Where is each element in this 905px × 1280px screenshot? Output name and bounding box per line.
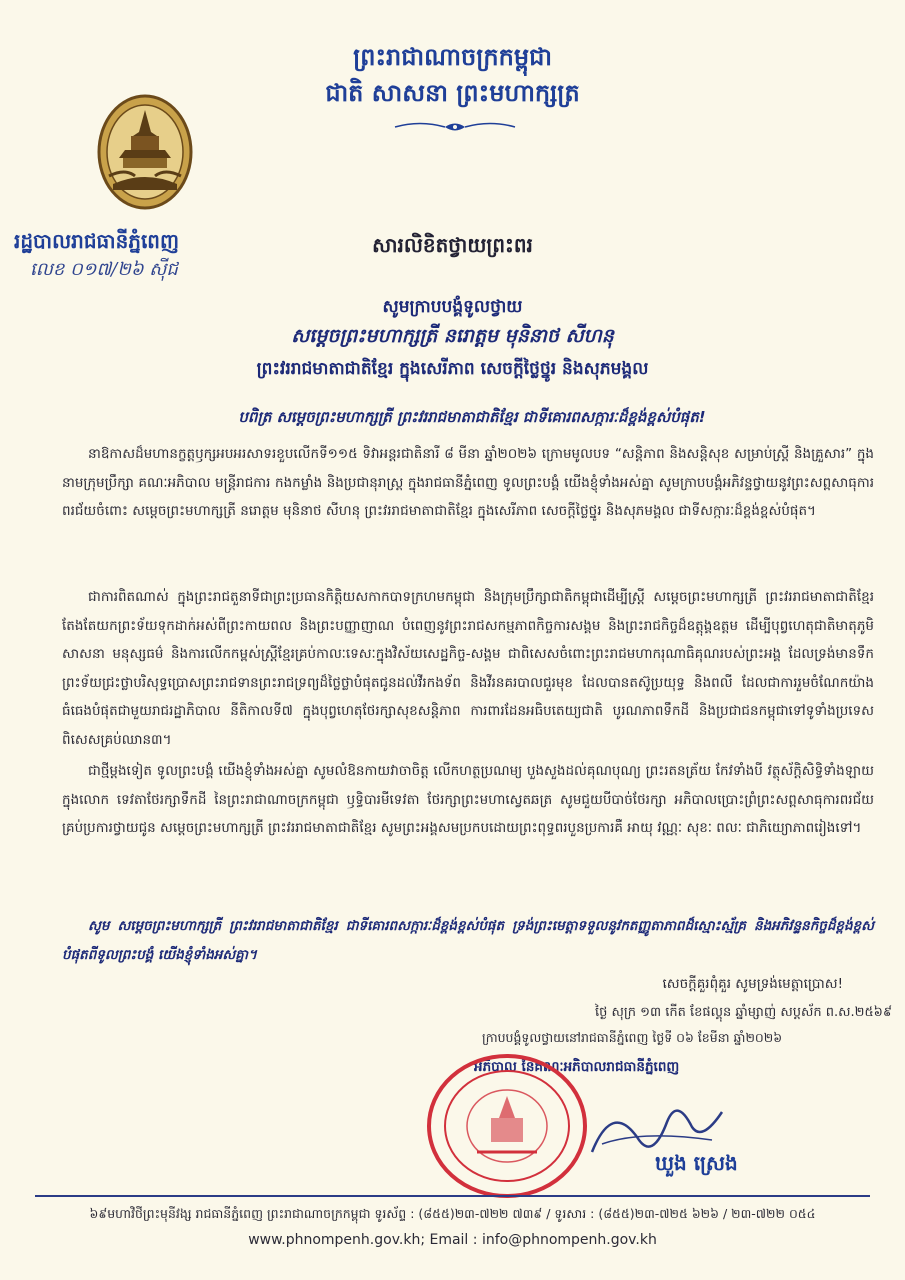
body-paragraph-3: ជាថ្មីម្តងទៀត ទូលព្រះបង្គំ យើងខ្ញុំទាំងអស់គ្នា សូមលំឱនកាយវាចាចិត្ត លើកហត្ថប្រណម្យ បួងសួងដល់គុណបុណ្យ ព្រះរតនត្រ័យ កែវទាំងបី វត្ថុស័ក្តិសិទ្ធិទាំងឡាយក្នុងលោក ទេវតាថែរក្សាទឹកដី នៃព្រះរាជាណាចក្រកម្ពុជា ឫទ្ធិបារមីទេវតា ថែរក្សាព្រះមហាស្វេតឆត្រ សូមជួយបីបាច់ថែរក្សា អភិបាលប្រោះព្រំព្រះសព្ពសាធុការពរជ័យគ្រប់ប្រការថ្វាយជូន សម្តេចព្រះមហាក្សត្រី ព្រះវររាជមាតាជាតិខ្មែរ សូមព្រះអង្គសមប្រកបដោយព្រះពុទ្ធពរបួនប្រការគឺ អាយុ វណ្ណៈ សុខៈ ពលៈ ជាភិយ្យោភាពរៀងទៅ។ bbox=[62, 763, 874, 836]
document-title: សារលិខិតថ្វាយព្រះពរ bbox=[372, 233, 533, 257]
body-paragraph-2: ជាការពិតណាស់ ក្នុងព្រះរាជតួនាទីជាព្រះប្រធានកិត្តិយសកាកបាទក្រហមកម្ពុជា និងក្រុមប្រឹក្សាជាតិកម្ពុជាដើម្បីស្ត្រី សម្តេចព្រះមហាក្សត្រី ព្រះវររាជមាតាជាតិខ្មែរ តែងតែយកព្រះទ័យទុកដាក់អស់ពីព្រះកាយពល និងព្រះបញ្ញាញាណ បំពេញនូវព្រះរាជសកម្មភាពកិច្ចការសង្គម និងព្រះរាជកិច្ចដ៏ឧត្តុង្គឧត្តម ដើម្បីបុព្វហេតុជាតិមាតុភូមិ សាសនា មនុស្សធម៌ និងការលើកកម្ពស់ស្ត្រីខ្មែរគ្រប់កាលៈទេសៈក្នុងវិស័យសេដ្ឋកិច្ច-សង្គម ជាពិសេសចំពោះព្រះរាជមហាករុណាធិគុណរបស់ព្រះអង្គ ដែលទ្រង់មានទឹកព្រះទ័យជ្រះថ្លាបរិសុទ្ធប្រោសព្រះរាជទានព្រះរាជទ្រព្យដ៏ថ្លៃថ្លាបំផុតជូនដល់វីរកងទ័ព និងវីរនគរបាលជួរមុខ ដែលបានតស៊ូប្រយុទ្ធ និងពលី ដែលជាការរួមចំណែកយ៉ាងធំធេងបំផុតជាមួយរាជរដ្ឋាភិបាល នីតិកាលទី៧ ក្នុងបុព្វហេតុថែរក្សាសុខសន្តិភាព ការពារដែនអធិបតេយ្យជាតិ បូរណភាពទឹកដី និងប្រជាជនកម្ពុជាទៅទូទាំងប្រទេសពិសេសគ្រប់ឈាន៣។ bbox=[62, 589, 874, 748]
footer-divider bbox=[35, 1195, 870, 1197]
body-paragraph-1: នាឱកាសដ៏មហានក្ខត្តឫក្សអបអរសាទរខួបលើកទី១១៥ ទិវាអន្តរជាតិនារី ៨ មីនា ឆ្នាំ២០២៦ ក្រោមមូលបទ “សន្តិភាព និងសន្តិសុខ សម្រាប់ស្ត្រី និងគ្រួសារ” ក្នុងនាមក្រុមប្រឹក្សា គណៈអភិបាល មន្ត្រីរាជការ កងកម្លាំង និងប្រជានុរាស្ត្រ ក្នុងរាជធានីភ្នំពេញ ទូលព្រះបង្គំ យើងខ្ញុំទាំងអស់គ្នា សូមក្រាបបង្គំអភិវន្ទថ្វាយនូវព្រះសព្ពសាធុការពរជ័យចំពោះ សម្តេចព្រះមហាក្សត្រី នរោត្តម មុនិនាថ សីហនុ ព្រះវររាជមាតាជាតិខ្មែរ ក្នុងសេរីភាព សេចក្តីថ្លៃថ្នូរ និងសុភមង្គល ជាទីសក្ការៈដ៏ខ្ពង់ខ្ពស់បំផុត។ bbox=[62, 446, 874, 519]
official-stamp-icon bbox=[425, 1052, 590, 1200]
governor-title: អភិបាល នៃគណៈអភិបាលរាជធានីភ្នំពេញ bbox=[474, 1059, 680, 1075]
addressee-line-1: សូមក្រាបបង្គំទូលថ្វាយ bbox=[382, 297, 523, 317]
administration-name: រដ្ឋបាលរាជធានីភ្នំពេញ bbox=[14, 229, 180, 253]
addressee-line-2: សម្តេចព្រះមហាក្សត្រី នរោត្តម មុនិនាថ សីហនុ bbox=[291, 325, 614, 347]
footer-web-email: www.phnompenh.gov.kh; Email : info@phnompenh.gov.kh bbox=[248, 1232, 657, 1248]
lunar-date: ថ្ងៃ សុក្រ ១៣ កើត ខែផល្គុន ឆ្នាំម្សាញ់ សប្តស័ក ព.ស.២៥៦៩ bbox=[595, 1005, 893, 1020]
signer-name: ឃួង ស្រេង bbox=[655, 1151, 738, 1175]
salutation: បពិត្រ សម្តេចព្រះមហាក្សត្រី ព្រះវររាជមាតាជាតិខ្មែរ ជាទីគោរពសក្ការៈដ៏ខ្ពង់ខ្ពស់បំផុត! bbox=[238, 408, 706, 426]
kingdom-name: ព្រះរាជាណាចក្រកម្ពុជា bbox=[353, 43, 552, 71]
closing-line: សេចក្តីគួរពុំគួរ សូមទ្រង់មេត្តាប្រោស! bbox=[662, 976, 843, 992]
ornament-divider-icon bbox=[390, 120, 520, 134]
national-motto: ជាតិ សាសនា ព្រះមហាក្សត្រ bbox=[325, 79, 580, 107]
addressee-line-3: ព្រះវររាជមាតាជាតិខ្មែរ ក្នុងសេរីភាព សេចក្តីថ្លៃថ្នូរ និងសុភមង្គល bbox=[256, 359, 649, 379]
reference-number: លេខ ០១៧/២៦ ស៊ីជ bbox=[30, 259, 178, 280]
body-paragraph-4: សូម សម្តេចព្រះមហាក្សត្រី ព្រះវររាជមាតាជាតិខ្មែរ ជាទីគោរពសក្ការៈដ៏ខ្ពង់ខ្ពស់បំផុត ទ្រង់ព្រះមេត្តាទទួលនូវកតញ្ញូតាភាពដ៏ស្មោះស្ម័គ្រ និងអភិវន្ទនកិច្ចដ៏ខ្ពង់ខ្ពស់បំផុតពីទូលព្រះបង្គំ យើងខ្ញុំទាំងអស់គ្នា។ bbox=[62, 918, 874, 963]
solar-date: ក្រាបបង្គំទូលថ្វាយនៅរាជធានីភ្នំពេញ ថ្ងៃទី ០៦ ខែមីនា ឆ្នាំ២០២៦ bbox=[482, 1030, 783, 1045]
footer-address: ៦៩មហាវិថីព្រះមុនីវង្ស រាជធានីភ្នំពេញ ព្រះរាជាណាចក្រកម្ពុជា ទូរស័ព្ទ : (៨៥៥)២៣-៧២២ ៧៣៩ / ទូរសារ : (៨៥៥)២៣-៧២៥ ៦២៦ / ២៣-៧២២ ០៥៤ bbox=[89, 1206, 816, 1221]
municipal-seal-icon bbox=[95, 92, 195, 212]
